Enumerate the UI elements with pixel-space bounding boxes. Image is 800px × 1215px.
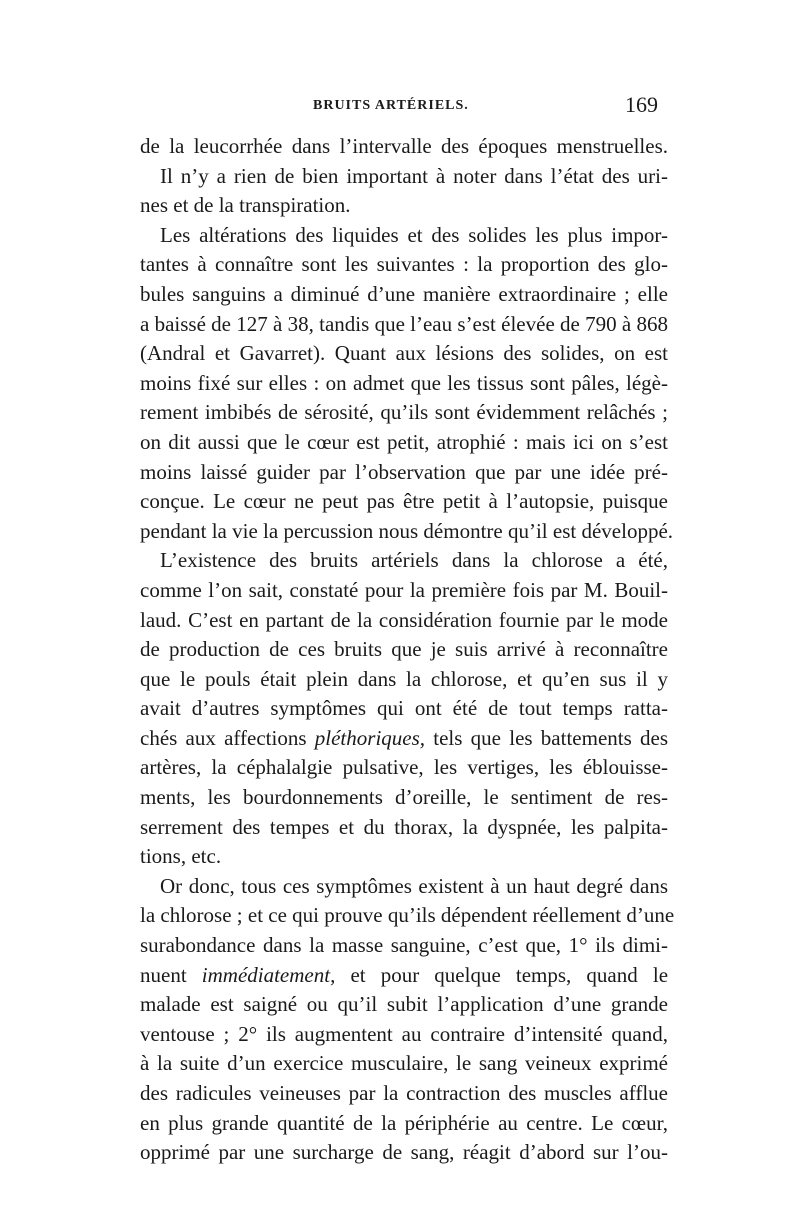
text-line: serrement des tempes et du thorax, la dyspnée, les palpita- — [140, 814, 668, 839]
italic-term: pléthoriques, — [314, 725, 426, 750]
text-line: de la leucorrhée dans l’intervalle des époques menstruelles. — [140, 134, 668, 158]
text-line: de production de ces bruits que je suis arrivé à reconnaître — [140, 637, 668, 662]
running-head: BRUITS ARTÉRIELS. — [313, 98, 469, 113]
text-line: tantes à connaître sont les suivantes : la proportion des glo- — [140, 252, 668, 277]
text-line: comme l’on sait, constaté pour la première fois par M. Bouil- — [140, 577, 668, 602]
text-line: artères, la céphalalgie pulsative, les vertiges, les éblouisse- — [140, 755, 668, 780]
text-line: (Andral et Gavarret). Quant aux lésions des solides, on est — [140, 341, 668, 366]
text-line: on dit aussi que le cœur est petit, atrophié : mais ici on s’est — [140, 429, 668, 454]
text-line: L’existence des bruits artériels dans la chlorose a été, — [160, 548, 668, 573]
text-line: la chlorose ; et ce qui prouve qu’ils dépendent réellement d’une — [140, 903, 675, 928]
text-line: bules sanguins a diminué d’une manière extraordinaire ; elle — [140, 281, 668, 306]
text-line: Or donc, tous ces symptômes existent à un haut degré dans — [160, 873, 668, 898]
text-line: que le pouls était plein dans la chlorose, et qu’en sus il y — [140, 666, 668, 691]
text-line: opprimé par une surcharge de sang, réagit d’abord sur l’ou- — [140, 1140, 668, 1165]
text-line: pendant la vie la percussion nous démontre qu’il est développé. — [140, 518, 674, 543]
text-line: a baissé de 127 à 38, tandis que l’eau s’est élevée de 790 à 868 — [140, 311, 668, 336]
text-line: malade est saigné ou qu’il subit l’application d’une grande — [140, 992, 668, 1017]
text-line — [140, 724, 668, 754]
italic-term: immédiatement, — [201, 962, 336, 987]
text-segment: chés aux affections — [140, 725, 315, 750]
page-number: 169 — [625, 92, 658, 117]
text-segment: nuent — [140, 962, 202, 987]
body-text — [140, 132, 675, 1168]
text-line: moins laissé guider par l’observation que par une idée pré- — [140, 459, 668, 484]
text-line — [140, 961, 668, 991]
page-header — [140, 92, 668, 132]
text-line: ventouse ; 2° ils augmentent au contraire d’intensité quand, — [140, 1021, 668, 1046]
text-line: à la suite d’un exercice musculaire, le sang veineux exprimé — [140, 1051, 668, 1076]
text-line: surabondance dans la masse sanguine, c’est que, 1° ils dimi- — [140, 933, 668, 958]
text-line: rement imbibés de sérosité, qu’ils sont évidemment relâchés ; — [140, 400, 668, 425]
text-line: nes et de la transpiration. — [140, 193, 351, 218]
text-line: des radicules veineuses par la contraction des muscles afflue — [140, 1081, 668, 1105]
text-line: avait d’autres symptômes qui ont été de tout temps ratta- — [140, 696, 668, 721]
text-line: Il n’y a rien de bien important à noter dans l’état des uri- — [160, 163, 668, 188]
text-line: en plus grande quantité de la périphérie au centre. Le cœur, — [140, 1110, 668, 1135]
text-line: ments, les bourdonnements d’oreille, le sentiment de res- — [140, 785, 668, 810]
text-line: tions, etc. — [140, 844, 222, 869]
text-line: conçue. Le cœur ne peut pas être petit à l’autopsie, puisque — [140, 489, 668, 514]
text-line: moins fixé sur elles : on admet que les tissus sont pâles, légè- — [140, 370, 668, 395]
text-line: laud. C’est en partant de la considération fournie par le mode — [140, 607, 668, 632]
book-page — [140, 92, 675, 1168]
text-line: Les altérations des liquides et des solides les plus impor- — [160, 222, 668, 247]
text-segment: et pour quelque temps, quand le — [335, 962, 669, 987]
text-segment: tels que les battements des — [425, 725, 669, 750]
